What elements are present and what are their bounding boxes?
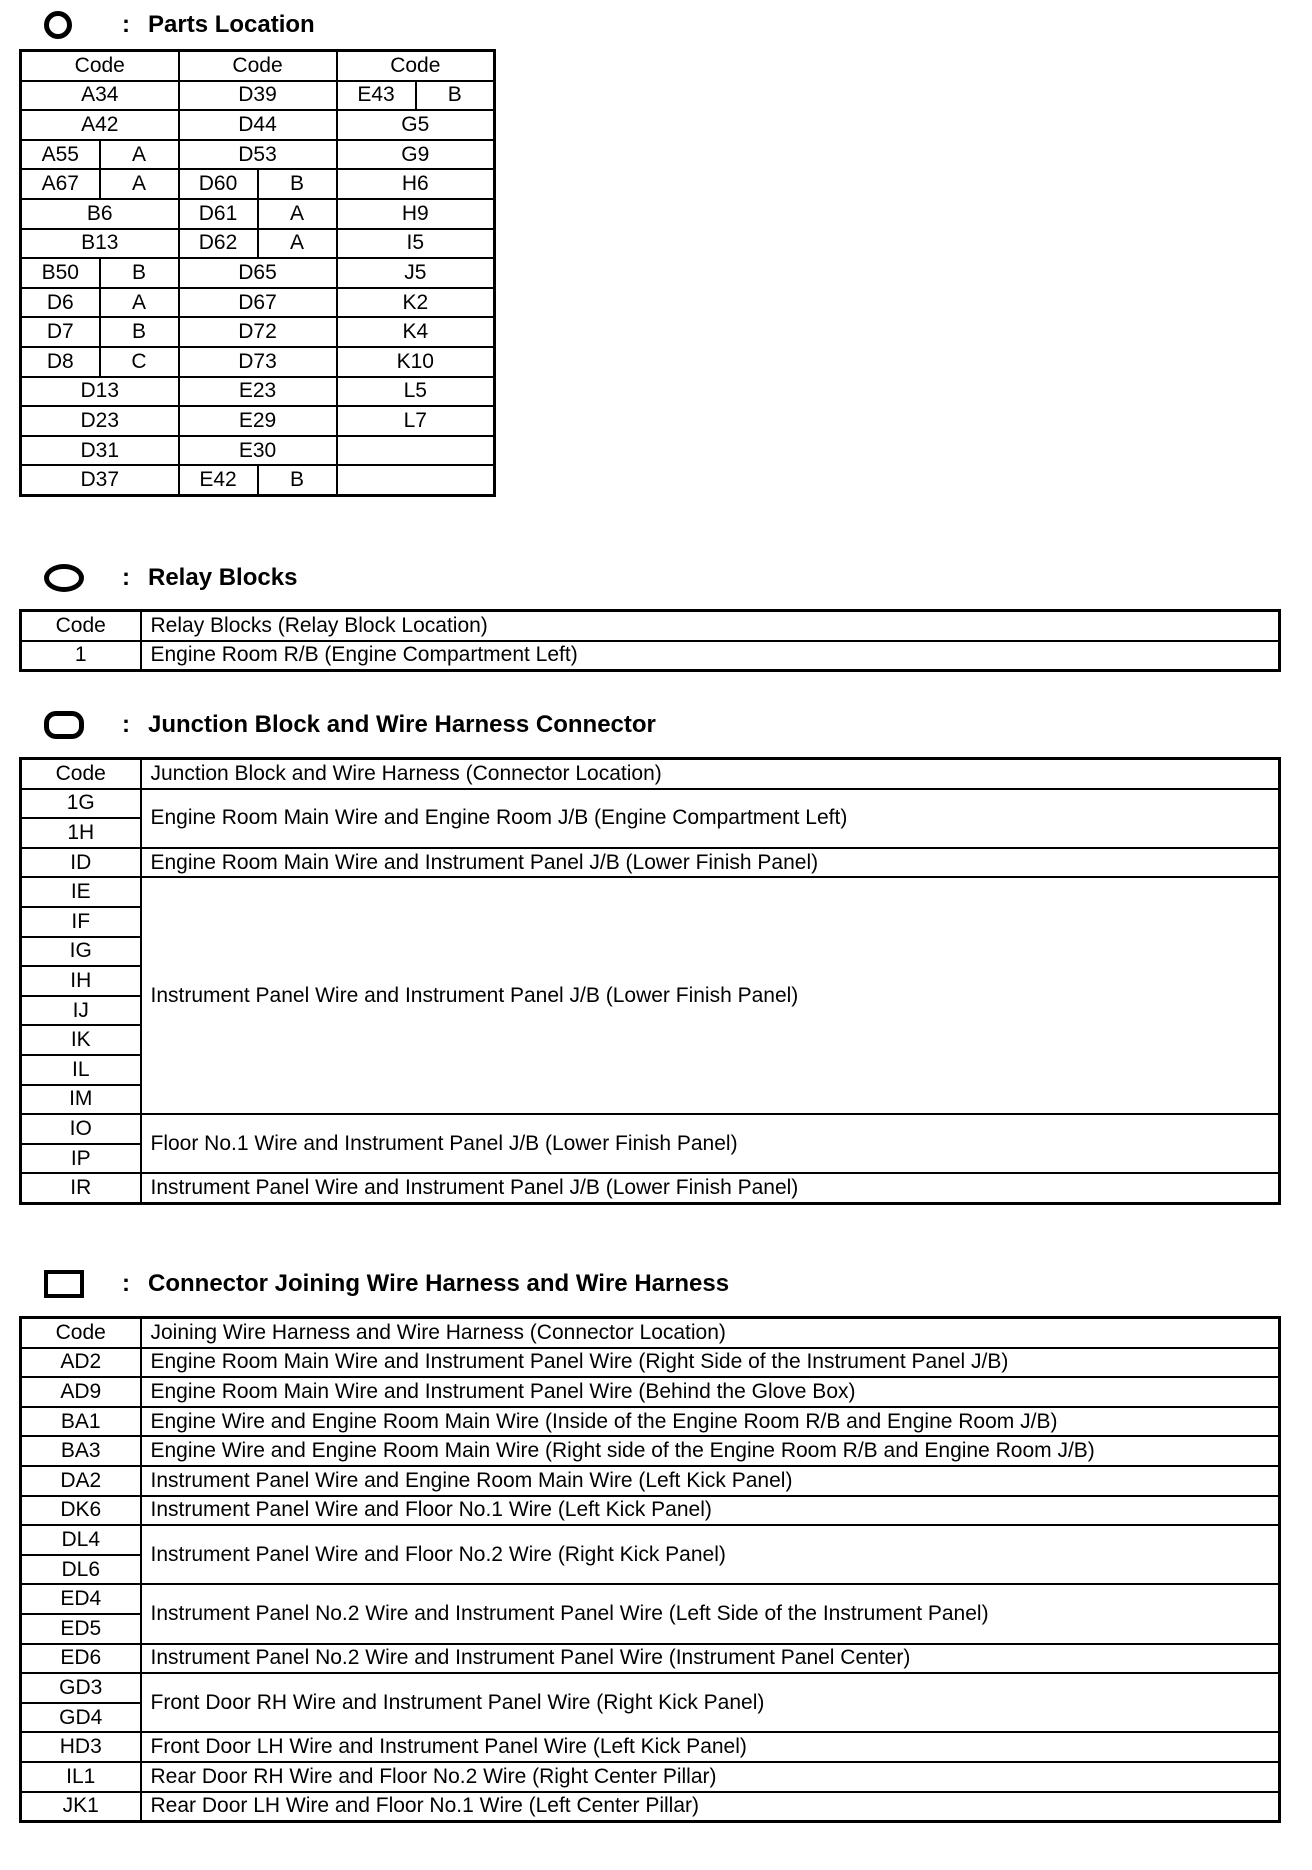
- table-header-row: [21, 759, 1280, 789]
- section-title: Connector Joining Wire Harness and Wire Harness: [148, 1270, 730, 1297]
- table-row: [21, 81, 495, 111]
- part-code-cell: D6: [21, 288, 100, 318]
- description-cell: Front Door RH Wire and Instrument Panel Wire (Right Kick Panel): [141, 1673, 1280, 1732]
- code-cell: IF: [21, 907, 141, 937]
- description-cell: Engine Wire and Engine Room Main Wire (Inside of the Engine Room R/B and Engine Room J/B): [141, 1407, 1280, 1437]
- section-title: Relay Blocks: [148, 564, 298, 591]
- table-row: [21, 229, 495, 259]
- part-code-cell: A34: [21, 81, 179, 111]
- table-row: [21, 465, 495, 495]
- heading-colon: :: [122, 564, 130, 591]
- description-cell: Engine Room Main Wire and Instrument Panel J/B (Lower Finish Panel): [141, 848, 1280, 878]
- code-cell: BA3: [21, 1436, 141, 1466]
- part-sub-cell: B: [258, 169, 337, 199]
- description-header: Relay Blocks (Relay Block Location): [141, 611, 1280, 641]
- table-header-row: [21, 611, 1280, 641]
- part-code-cell: D67: [179, 288, 337, 318]
- part-code-cell: A42: [21, 110, 179, 140]
- part-code-cell: D61: [179, 199, 258, 229]
- code-header: Code: [179, 51, 337, 81]
- part-code-cell: G9: [337, 140, 495, 170]
- part-code-cell: D44: [179, 110, 337, 140]
- description-cell: Instrument Panel Wire and Instrument Panel J/B (Lower Finish Panel): [141, 877, 1280, 1114]
- description-cell: Engine Wire and Engine Room Main Wire (Right side of the Engine Room R/B and Engine Room J/B): [141, 1436, 1280, 1466]
- description-cell: Instrument Panel No.2 Wire and Instrument Panel Wire (Left Side of the Instrument Panel): [141, 1584, 1280, 1643]
- part-code-cell: K2: [337, 288, 495, 318]
- description-cell: Rear Door RH Wire and Floor No.2 Wire (Right Center Pillar): [141, 1762, 1280, 1792]
- rounded-rect-symbol-icon: [44, 711, 84, 739]
- section-title: Junction Block and Wire Harness Connector: [148, 711, 656, 738]
- part-sub-cell: A: [100, 140, 179, 170]
- part-code-cell: H6: [337, 169, 495, 199]
- table-row: [21, 1644, 1280, 1674]
- table-row: [21, 317, 495, 347]
- part-code-cell: D13: [21, 377, 179, 407]
- code-cell: IL: [21, 1055, 141, 1085]
- part-code-cell: E42: [179, 465, 258, 495]
- part-code-cell: D60: [179, 169, 258, 199]
- code-cell: BA1: [21, 1407, 141, 1437]
- code-cell: IJ: [21, 996, 141, 1026]
- part-code-cell: B13: [21, 229, 179, 259]
- part-code-cell: E43: [337, 81, 416, 111]
- description-cell: Rear Door LH Wire and Floor No.1 Wire (Left Center Pillar): [141, 1792, 1280, 1822]
- part-sub-cell: A: [100, 169, 179, 199]
- part-code-cell: [337, 465, 495, 495]
- connector-heading: [44, 1264, 730, 1304]
- part-code-cell: K10: [337, 347, 495, 377]
- parts-location-table: [19, 49, 496, 497]
- description-cell: Front Door LH Wire and Instrument Panel Wire (Left Kick Panel): [141, 1732, 1280, 1762]
- part-sub-cell: B: [416, 81, 495, 111]
- part-code-cell: B6: [21, 199, 179, 229]
- code-cell: DA2: [21, 1466, 141, 1496]
- code-cell: IO: [21, 1114, 141, 1144]
- code-cell: AD2: [21, 1348, 141, 1378]
- description-cell: Engine Room Main Wire and Engine Room J/B (Engine Compartment Left): [141, 789, 1280, 848]
- code-cell: IG: [21, 937, 141, 967]
- table-row: [21, 1173, 1280, 1203]
- part-code-cell: B50: [21, 258, 100, 288]
- part-code-cell: D53: [179, 140, 337, 170]
- part-code-cell: J5: [337, 258, 495, 288]
- description-cell: Engine Room Main Wire and Instrument Panel Wire (Right Side of the Instrument Panel J/B): [141, 1348, 1280, 1378]
- rectangle-symbol-icon: [44, 1270, 84, 1298]
- code-cell: DL6: [21, 1555, 141, 1585]
- part-code-cell: D39: [179, 81, 337, 111]
- table-row: [21, 1348, 1280, 1378]
- code-cell: DK6: [21, 1496, 141, 1526]
- code-cell: 1G: [21, 789, 141, 819]
- part-code-cell: D65: [179, 258, 337, 288]
- part-code-cell: D7: [21, 317, 100, 347]
- part-sub-cell: A: [100, 288, 179, 318]
- table-row: [21, 169, 495, 199]
- code-cell: ID: [21, 848, 141, 878]
- description-cell: Instrument Panel Wire and Engine Room Main Wire (Left Kick Panel): [141, 1466, 1280, 1496]
- heading-colon: :: [122, 1270, 130, 1297]
- table-row: [21, 347, 495, 377]
- part-code-cell: [337, 436, 495, 466]
- connector-body: [21, 1318, 1280, 1822]
- code-header: Code: [337, 51, 495, 81]
- code-cell: IP: [21, 1144, 141, 1174]
- part-code-cell: G5: [337, 110, 495, 140]
- part-code-cell: L5: [337, 377, 495, 407]
- table-row: [21, 1762, 1280, 1792]
- description-cell: Floor No.1 Wire and Instrument Panel J/B (Lower Finish Panel): [141, 1114, 1280, 1173]
- parts-location-heading: [44, 5, 315, 45]
- table-row: [21, 258, 495, 288]
- description-cell: Instrument Panel Wire and Floor No.2 Wire (Right Kick Panel): [141, 1525, 1280, 1584]
- part-sub-cell: B: [258, 465, 337, 495]
- table-row: [21, 1436, 1280, 1466]
- code-cell: AD9: [21, 1377, 141, 1407]
- code-cell: JK1: [21, 1792, 141, 1822]
- junction-block-table: [19, 757, 1281, 1205]
- part-sub-cell: B: [100, 258, 179, 288]
- part-code-cell: K4: [337, 317, 495, 347]
- table-row: [21, 1792, 1280, 1822]
- code-cell: IK: [21, 1025, 141, 1055]
- code-cell: ED6: [21, 1644, 141, 1674]
- table-row: [21, 377, 495, 407]
- part-code-cell: L7: [337, 406, 495, 436]
- part-sub-cell: C: [100, 347, 179, 377]
- code-cell: IR: [21, 1173, 141, 1203]
- table-row: [21, 1407, 1280, 1437]
- oval-symbol-icon: [44, 564, 84, 592]
- relay-blocks-heading: [44, 558, 298, 598]
- table-row: [21, 110, 495, 140]
- code-header: Code: [21, 1318, 141, 1348]
- part-code-cell: D73: [179, 347, 337, 377]
- table-row: [21, 1673, 1280, 1703]
- table-row: [21, 877, 1280, 907]
- table-row: [21, 1466, 1280, 1496]
- table-row: [21, 1114, 1280, 1144]
- code-cell: HD3: [21, 1732, 141, 1762]
- part-code-cell: E29: [179, 406, 337, 436]
- description-cell: Engine Room R/B (Engine Compartment Left): [141, 641, 1280, 671]
- table-row: [21, 1584, 1280, 1614]
- part-code-cell: D23: [21, 406, 179, 436]
- code-cell: 1: [21, 641, 141, 671]
- part-sub-cell: B: [100, 317, 179, 347]
- code-cell: IL1: [21, 1762, 141, 1792]
- circle-symbol-icon: [44, 11, 72, 39]
- code-header: Code: [21, 611, 141, 641]
- table-row: [21, 789, 1280, 819]
- junction-block-body: [21, 759, 1280, 1204]
- description-cell: Instrument Panel Wire and Floor No.1 Wire (Left Kick Panel): [141, 1496, 1280, 1526]
- table-row: [21, 1525, 1280, 1555]
- part-code-cell: E30: [179, 436, 337, 466]
- heading-colon: :: [122, 711, 130, 738]
- part-code-cell: E23: [179, 377, 337, 407]
- part-code-cell: H9: [337, 199, 495, 229]
- table-row: [21, 1732, 1280, 1762]
- part-code-cell: I5: [337, 229, 495, 259]
- description-cell: Engine Room Main Wire and Instrument Panel Wire (Behind the Glove Box): [141, 1377, 1280, 1407]
- part-code-cell: D72: [179, 317, 337, 347]
- table-row: [21, 288, 495, 318]
- code-header: Code: [21, 759, 141, 789]
- part-sub-cell: A: [258, 229, 337, 259]
- code-header: Code: [21, 51, 179, 81]
- description-header: Junction Block and Wire Harness (Connector Location): [141, 759, 1280, 789]
- description-cell: Instrument Panel Wire and Instrument Panel J/B (Lower Finish Panel): [141, 1173, 1280, 1203]
- parts-location-body: [21, 51, 495, 496]
- description-cell: Instrument Panel No.2 Wire and Instrument Panel Wire (Instrument Panel Center): [141, 1644, 1280, 1674]
- table-header-row: [21, 51, 495, 81]
- part-code-cell: A67: [21, 169, 100, 199]
- part-code-cell: D37: [21, 465, 179, 495]
- connector-table: [19, 1316, 1281, 1823]
- part-code-cell: D31: [21, 436, 179, 466]
- heading-colon: :: [122, 11, 130, 38]
- code-cell: 1H: [21, 818, 141, 848]
- part-code-cell: A55: [21, 140, 100, 170]
- description-header: Joining Wire Harness and Wire Harness (Connector Location): [141, 1318, 1280, 1348]
- table-row: [21, 406, 495, 436]
- part-code-cell: D62: [179, 229, 258, 259]
- junction-block-heading: [44, 705, 656, 745]
- code-cell: ED5: [21, 1614, 141, 1644]
- code-cell: GD4: [21, 1703, 141, 1733]
- table-row: [21, 641, 1280, 671]
- code-cell: ED4: [21, 1584, 141, 1614]
- table-row: [21, 1377, 1280, 1407]
- section-title: Parts Location: [148, 11, 315, 38]
- code-cell: IE: [21, 877, 141, 907]
- table-row: [21, 436, 495, 466]
- table-header-row: [21, 1318, 1280, 1348]
- code-cell: IM: [21, 1085, 141, 1115]
- table-row: [21, 140, 495, 170]
- table-row: [21, 1496, 1280, 1526]
- code-cell: GD3: [21, 1673, 141, 1703]
- table-row: [21, 199, 495, 229]
- part-code-cell: D8: [21, 347, 100, 377]
- code-cell: DL4: [21, 1525, 141, 1555]
- part-sub-cell: A: [258, 199, 337, 229]
- table-row: [21, 848, 1280, 878]
- relay-blocks-table: [19, 609, 1281, 672]
- code-cell: IH: [21, 966, 141, 996]
